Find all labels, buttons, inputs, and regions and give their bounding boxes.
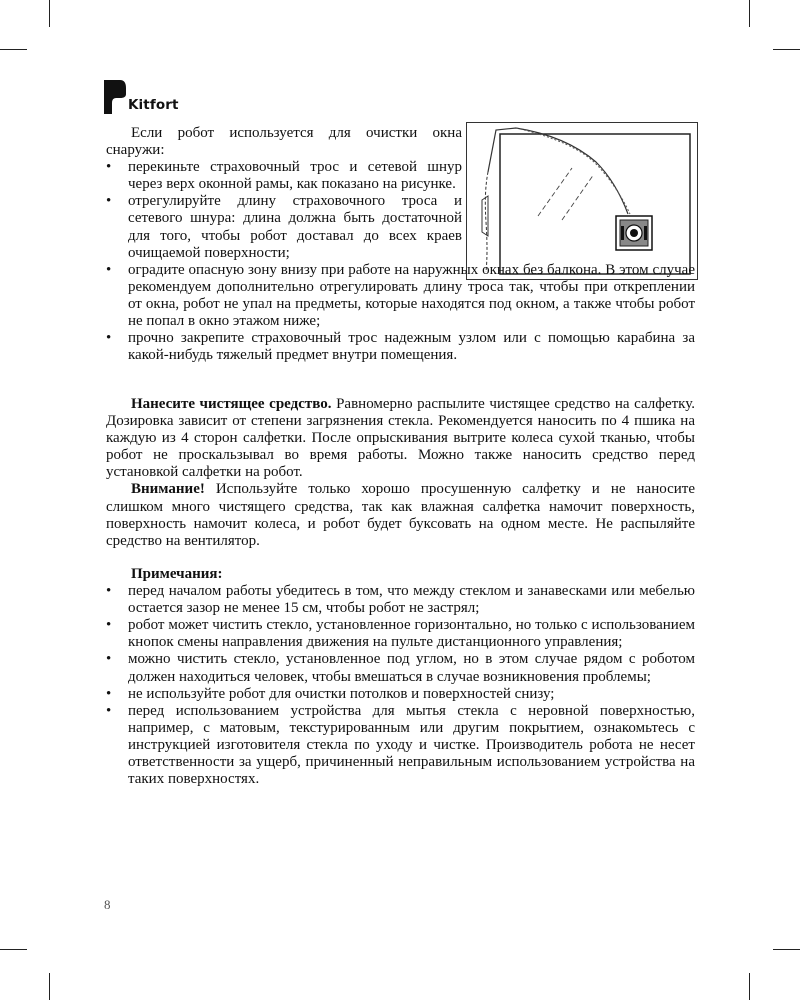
notes-heading — [106, 566, 695, 583]
cleaning-agent-paragraph — [106, 396, 695, 481]
kitfort-logo-icon — [104, 80, 126, 114]
brand-name: Kitfort — [128, 97, 179, 113]
crop-mark — [49, 0, 50, 27]
crop-mark — [749, 0, 750, 27]
warning-heading: Внимание! — [131, 481, 205, 498]
warning-paragraph — [106, 481, 695, 549]
cleaning-agent-heading: Нанесите чистящее средство. — [131, 396, 332, 412]
warning-body: Используйте только хорошо просушенную салфетку и не наносите слишком много чистящего средства, так как влажная салфетка намочит поверхность, поверхность намочит колеса, и робот будет буксовать на одном месте. Не распыляйте средство на вентилятор. — [106, 481, 695, 549]
outdoor-use-section — [106, 125, 695, 364]
page-number: 8 — [104, 897, 111, 912]
list-item: • отрегулируйте длину страховочного троса и сетевого шнура: длина должна быть достаточной для того, чтобы робот доставал до всех краев очищаемой поверхности; — [106, 193, 462, 261]
wide-bullet-list — [106, 262, 695, 365]
cleaning-agent-section — [106, 396, 695, 550]
list-item: • перекиньте страховочный трос и сетевой шнур через верх оконной рамы, как показано на рисунке. — [106, 159, 462, 193]
narrow-bullet-list — [106, 159, 462, 262]
list-item: • прочно закрепите страховочный трос надежным узлом или с помощью карабина за какой-нибудь тяжелый предмет внутри помещения. — [106, 330, 695, 364]
crop-mark — [0, 49, 27, 50]
list-item: • перед использованием устройства для мытья стекла с неровной поверхностью, например, с матовым, текстурированным или другим покрытием, ознакомьтесь с инструкцией изготовителя стекла по уходу и чистке. Производитель робота не несет ответственности за ущерб, причиненный неправильным использованием устройства на таких поверхностях. — [106, 703, 695, 788]
crop-mark — [749, 973, 750, 1000]
crop-mark — [773, 949, 800, 950]
list-item: • перед началом работы убедитесь в том, что между стеклом и занавесками или мебелью остается зазор не менее 15 см, чтобы робот не застрял; — [106, 583, 695, 617]
brand-logo — [104, 80, 179, 114]
list-item: • можно чистить стекло, установленное под углом, но в этом случае рядом с роботом должен находиться человек, чтобы вмешаться в случае возникновения проблемы; — [106, 651, 695, 685]
notes-list — [106, 583, 695, 788]
list-item: • оградите опасную зону внизу при работе на наружных окнах без балкона. В этом случае рекомендуем дополнительно отрегулировать длину троса так, чтобы при откреплении от окна, робот не упал на предметы, которые находятся под окном, а также чтобы робот не попал в окно этажом ниже; — [106, 262, 695, 330]
list-item: • не используйте робот для очистки потолков и поверхностей снизу; — [106, 686, 695, 703]
intro-paragraph: Если робот используется для очистки окна снаружи: — [106, 125, 462, 159]
cleaning-agent-body: Равномерно распылите чистящее средство на салфетку. Дозировка зависит от степени загрязнения стекла. Рекомендуется наносить по 4 пшика на каждую из 4 сторон салфетки. После опрыскивания вытрите колеса сухой тканью, чтобы робот не проскальзывал во время работы. Можно также наносить средство перед установкой салфетки на робот. — [106, 396, 696, 481]
notes-heading-text: Примечания: — [131, 566, 223, 582]
crop-mark — [0, 949, 27, 950]
list-item: • робот может чистить стекло, установленное горизонтально, но только с использованием кнопок смены направления движения на пульте дистанционного управления; — [106, 617, 695, 651]
notes-section — [106, 566, 695, 788]
crop-mark — [773, 49, 800, 50]
crop-mark — [49, 973, 50, 1000]
